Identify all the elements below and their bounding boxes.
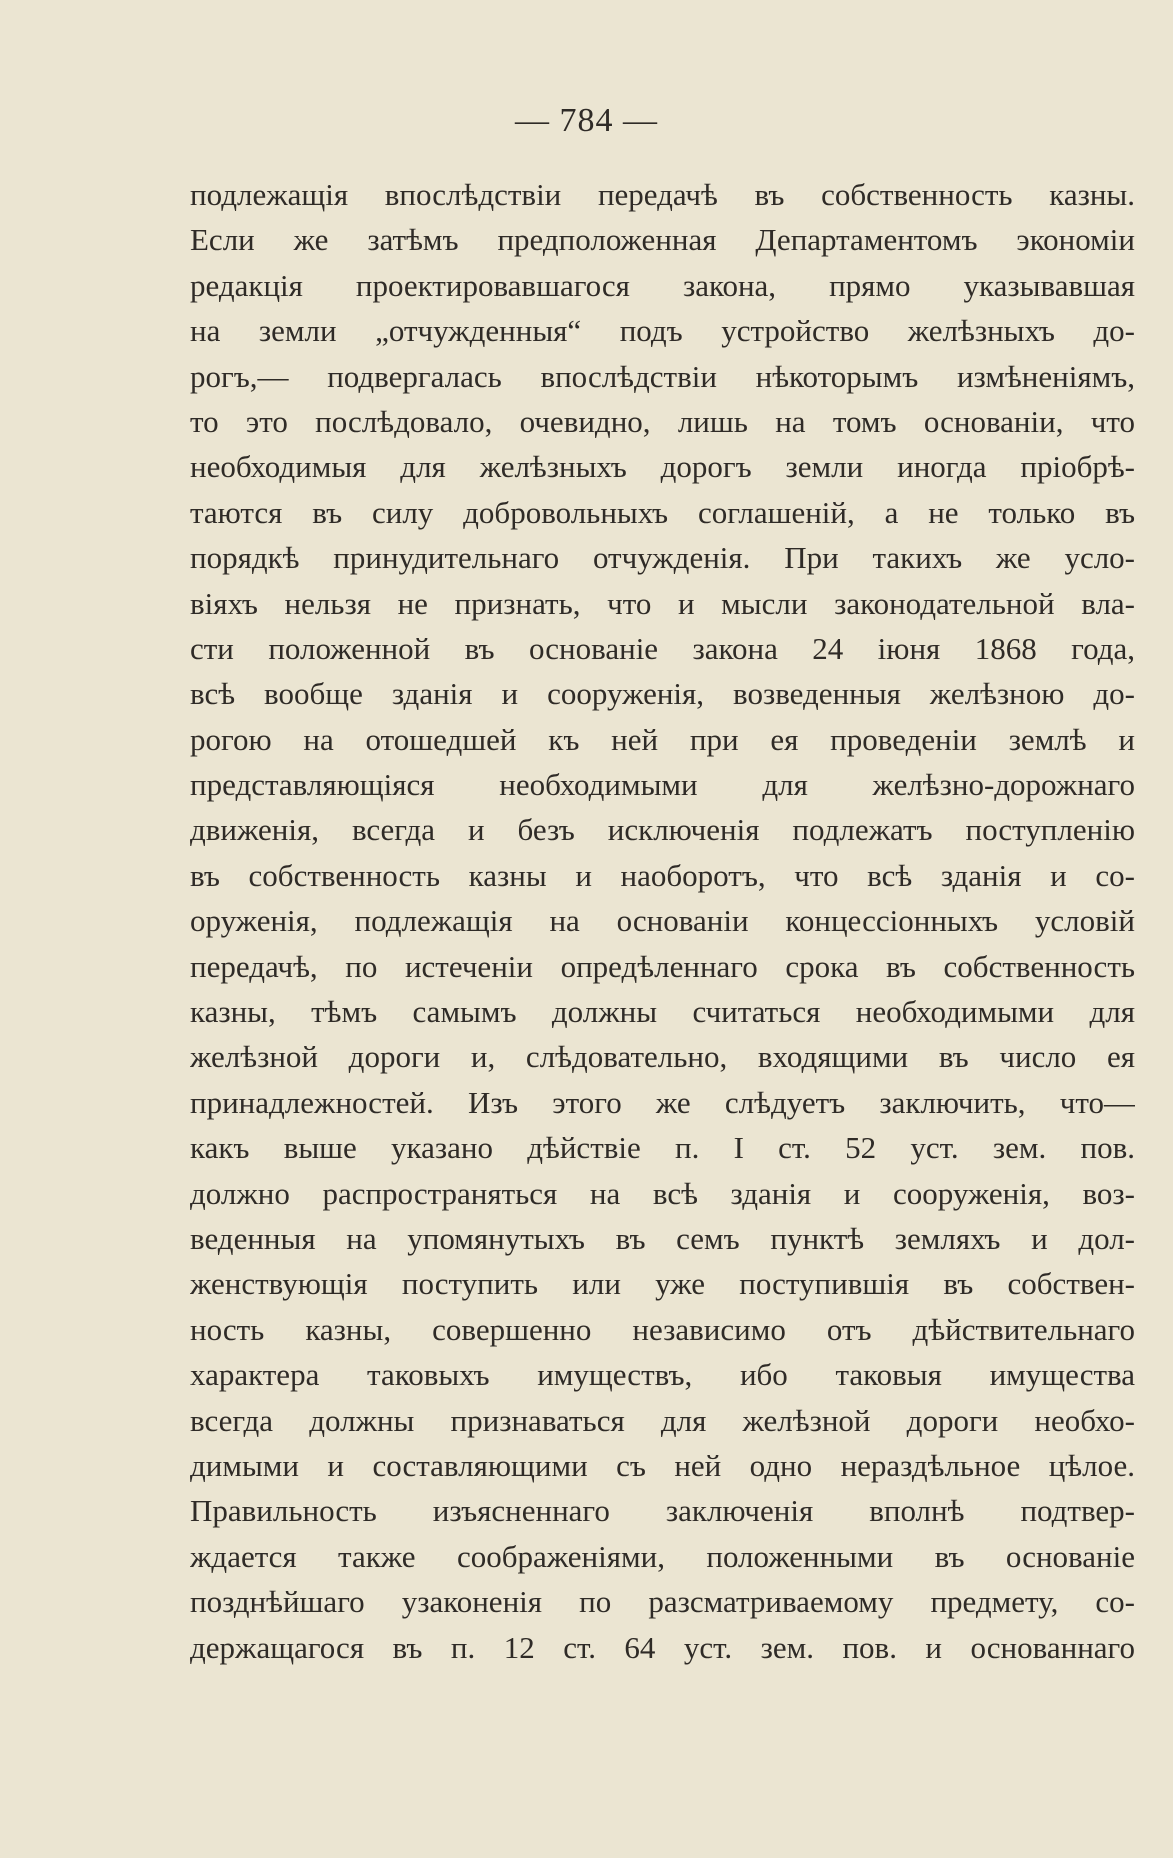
text-line: въ собственность казны и наоборотъ, что всѣ зданія и со- bbox=[190, 857, 1135, 893]
text-line: подлежащія впослѣдствіи передачѣ въ собственность казны. bbox=[190, 177, 1135, 212]
text-line: представляющіяся необходимыми для желѣзно-дорожнаго bbox=[190, 767, 1135, 803]
text-line: держащагося въ п. 12 ст. 64 уст. зем. пов. и основаннаго bbox=[190, 1629, 1135, 1665]
text-line: веденныя на упомянутыхъ въ семъ пунктѣ земляхъ и дол- bbox=[190, 1220, 1135, 1256]
text-line: ность казны, совершенно независимо отъ дѣйствительнаго bbox=[190, 1311, 1135, 1347]
text-line: всѣ вообще зданія и сооруженія, возведенныя желѣзною до- bbox=[190, 676, 1135, 712]
text-line: должно распространяться на всѣ зданія и сооруженія, воз- bbox=[190, 1175, 1135, 1211]
text-line: передачѣ, по истеченіи опредѣленнаго срока въ собственность bbox=[190, 948, 1135, 984]
text-line: на земли „отчужденныя“ подъ устройство желѣзныхъ до- bbox=[190, 313, 1135, 349]
text-line: Правильность изъясненнаго заключенія вполнѣ подтвер- bbox=[190, 1493, 1135, 1529]
text-line: желѣзной дороги и, слѣдовательно, входящими въ число ея bbox=[190, 1039, 1135, 1075]
text-line: движенія, всегда и безъ исключенія подлежатъ поступленію bbox=[190, 812, 1135, 848]
text-line: редакція проектировавшагося закона, прямо указывавшая bbox=[190, 267, 1135, 303]
text-line: характера таковыхъ имуществъ, ибо таковыя имущества bbox=[190, 1357, 1135, 1393]
text-line: какъ выше указано дѣйствіе п. I ст. 52 уст. зем. пов. bbox=[190, 1130, 1135, 1166]
text-line: таются въ силу добровольныхъ соглашеній, а не только въ bbox=[190, 494, 1135, 530]
text-line: казны, тѣмъ самымъ должны считаться необходимыми для bbox=[190, 994, 1135, 1030]
text-line: необходимыя для желѣзныхъ дорогъ земли иногда пріобрѣ- bbox=[190, 449, 1135, 485]
text-line: женствующія поступить или уже поступившія въ собствен- bbox=[190, 1266, 1135, 1302]
body-text bbox=[190, 172, 1135, 1670]
text-line: димыми и составляющими съ ней одно нераздѣльное цѣлое. bbox=[190, 1447, 1135, 1483]
text-line: позднѣйшаго узаконенія по разсматриваемому предмету, со- bbox=[190, 1584, 1135, 1620]
text-line: порядкѣ принудительнаго отчужденія. При такихъ же усло- bbox=[190, 540, 1135, 576]
text-line: рогъ,— подвергалась впослѣдствіи нѣкоторымъ измѣненіямъ, bbox=[190, 358, 1135, 394]
text-line: ждается также соображеніями, положенными въ основаніе bbox=[190, 1538, 1135, 1574]
text-line: принадлежностей. Изъ этого же слѣдуетъ заключить, что— bbox=[190, 1084, 1135, 1120]
text-line: віяхъ нельзя не признать, что и мысли законодательной вла- bbox=[190, 585, 1135, 621]
text-line: Если же затѣмъ предположенная Департаментомъ экономіи bbox=[190, 222, 1135, 258]
text-line: рогою на отошедшей къ ней при ея проведеніи землѣ и bbox=[190, 721, 1135, 757]
text-line: всегда должны признаваться для желѣзной дороги необхо- bbox=[190, 1402, 1135, 1438]
text-line: то это послѣдовало, очевидно, лишь на томъ основаніи, что bbox=[190, 403, 1135, 439]
page-number: — 784 — bbox=[515, 102, 658, 139]
text-line: оруженія, подлежащія на основаніи концессіонныхъ условій bbox=[190, 903, 1135, 939]
text-line: сти положенной въ основаніе закона 24 іюня 1868 года, bbox=[190, 630, 1135, 666]
